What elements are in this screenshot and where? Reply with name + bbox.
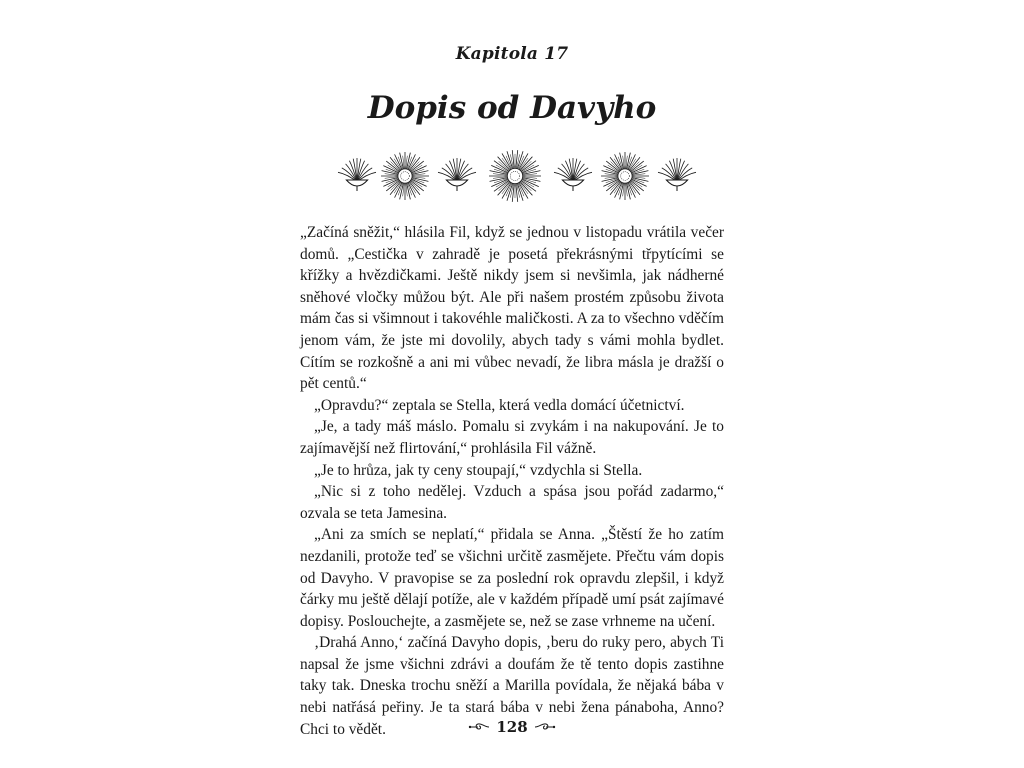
paragraph: „Ani za smích se neplatí,“ přidala se Anna. „Štěstí že ho zatím nezdanili, protože teď se všichni určitě zasmějete. Přečtu vám dopis od Davyho. V pravopise se za poslední rok opravdu zlepšil, i když čárky mu ještě dělají potíže, ale v každém případě umí psát zajímavé dopisy. Poslouchejte, a zasmějete se, než se zase vrhneme na učení. [300,526,724,630]
flourish-right-icon [534,721,556,733]
paragraph: „Začíná sněžit,“ hlásila Fil, když se jednou v listopadu vrátila večer domů. „Cestička v zahradě je posetá překrásnými třpytícími se křížky a hvězdičkami. Ještě nikdy jsem si nevšimla, jak nádherné sněhové vločky můžou být. Ale při našem prostém způsobu života mám čas si všimnout i takovéhle maličkosti. A za to všechno vděčím jenom vám, že jste mi dovolily, abych tady s vámi mohla bydlet. Cítím se rozkošně a ani mi vůbec nevadí, že libra másla je dražší o pět centů.“ [300,224,724,393]
chapter-title: Dopis od Davyho [367,90,657,126]
paragraph: „Opravdu?“ zeptala se Stella, která vedla domácí účetnictví. [314,396,685,414]
page-footer [0,713,1024,741]
paragraph: „Nic si z toho nedělej. Vzduch a spása jsou pořád zadarmo,“ ozvala se teta Jamesina. [300,483,724,522]
page-number: 128 [496,718,528,736]
daisy-row-icon [325,150,705,202]
paragraph: „Je to hrůza, jak ty ceny stoupají,“ vzdychla si Stella. [314,461,643,479]
paragraph: ‚Drahá Anno,‘ začíná Davyho dopis, ‚beru do ruky pero, abych Ti napsal že jsme všichni zdrávi a doufám že tě tento dopis zastihne taky tak. Dneska trochu sněží a Marilla povídala, že nějaká bába v nebi natřásá peřiny. Je ta stará bába v nebi žena pánaboha, Anno? Chci to vědět. [300,634,724,738]
paragraph: „Je, a tady máš máslo. Pomalu si zvykám i na nakupování. Je to zajímavější než flirtování,“ prohlásila Fil vážně. [300,418,724,457]
chapter-body [300,222,724,740]
chapter-label: Kapitola 17 [455,44,569,64]
flourish-left-icon [468,721,490,733]
